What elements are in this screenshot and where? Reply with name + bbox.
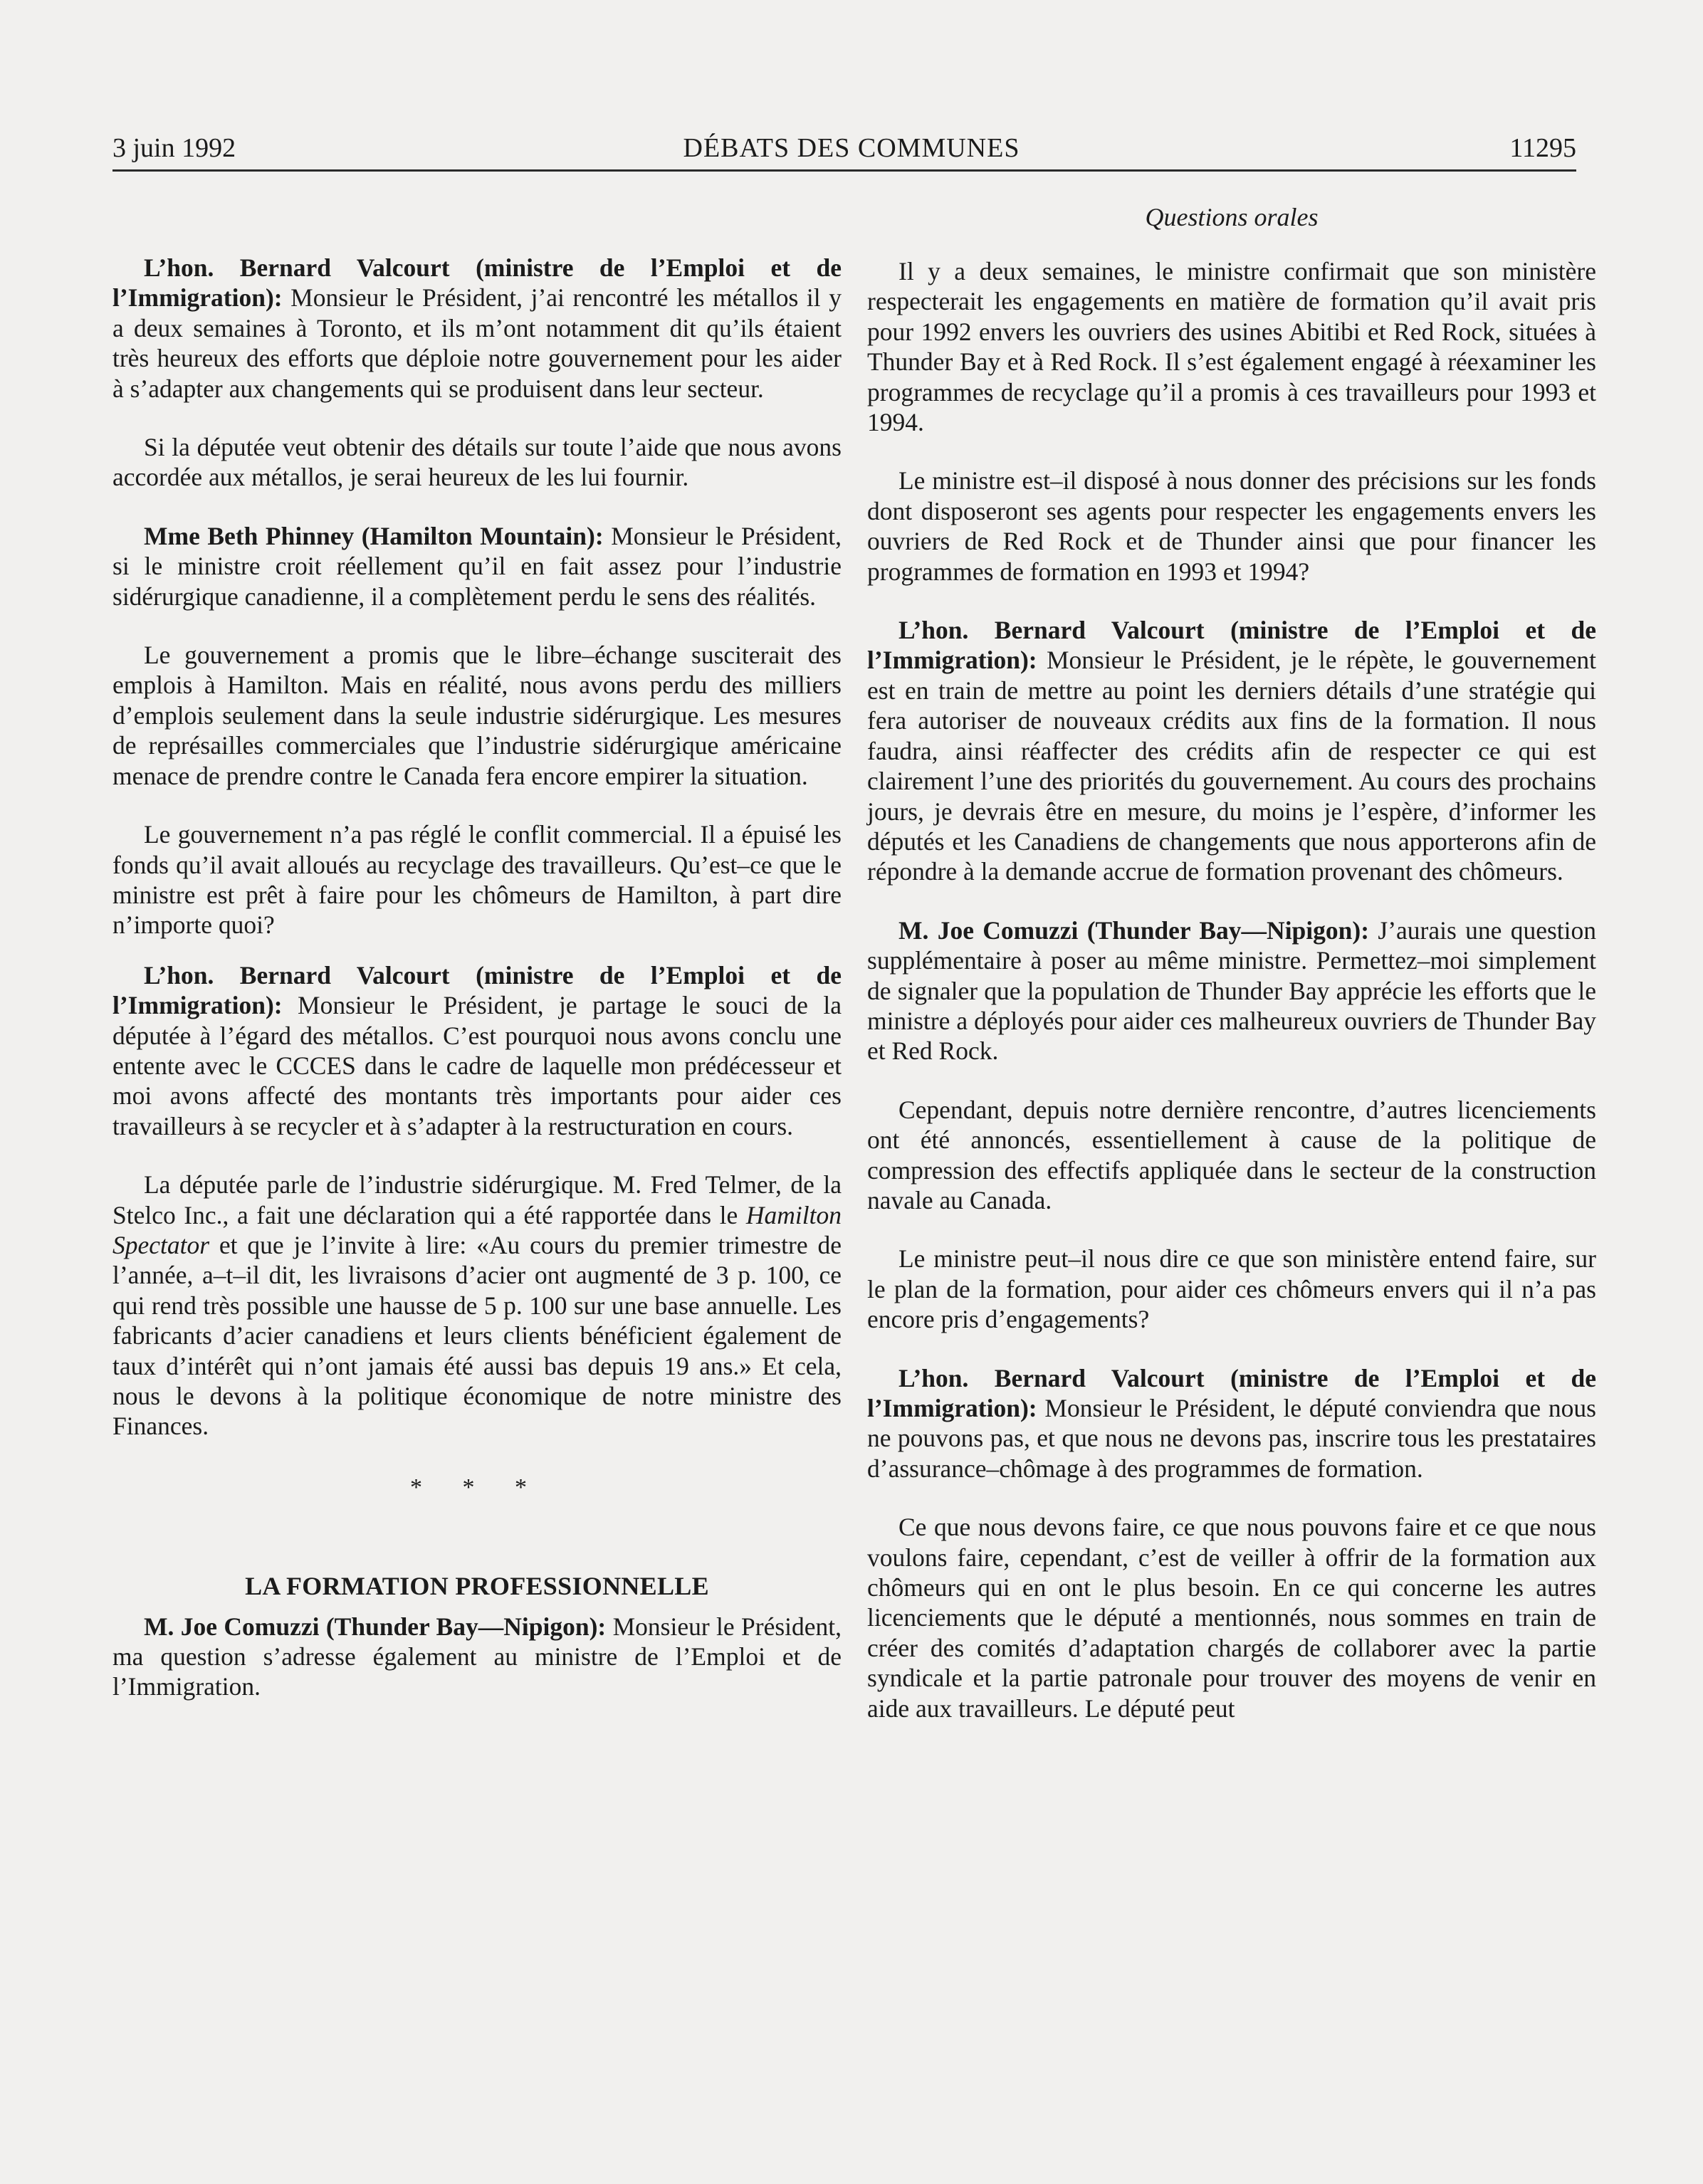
paragraph [112, 960, 842, 1141]
speaker-name: M. Joe Comuzzi (Thunder Bay—Nipigon): [144, 1612, 607, 1641]
speech-text: Monsieur le Président, ma question s’adresse également au ministre de l’Emploi et de l’Immigration. [112, 1612, 842, 1701]
publication-title: DÉBATS DES COMMUNES [683, 133, 1020, 163]
speaker-name: Mme Beth Phinney (Hamilton Mountain): [144, 521, 604, 550]
paragraph: Ce que nous devons faire, ce que nous pouvons faire et ce que nous voulons faire, cependant, c’est de veiller à offrir de la formation aux chômeurs qui en ont le plus besoin. En ce qui concerne les autres licenciements que le député a mentionnés, nous sommes en train de créer des comités d’adaptation chargés de collaborer avec la partie syndicale et la partie patronale pour trouver des moyens de venir en aide aux travailleurs. Le député peut [867, 1513, 1596, 1723]
speech-text: La députée parle de l’industrie sidérurgique. M. Fred Telmer, de la Stelco Inc., a fait une déclaration qui a été rapportée dans le [112, 1170, 842, 1229]
speaker-name: L’hon. Bernard Valcourt (ministre de l’Emploi et de l’Immigration): [112, 960, 842, 1020]
speech-text: Monsieur le Président, le député conviendra que nous ne pouvons pas, et que nous ne devons pas, inscrire tous les prestataires d’assurance–chômage à des programmes de formation. [867, 1394, 1596, 1483]
right-column [867, 256, 1596, 1752]
paragraph [867, 615, 1596, 887]
paragraph: Le ministre peut–il nous dire ce que son ministère entend faire, sur le plan de la formation, pour aider ces chômeurs envers qui il n’a pas encore pris d’engagements? [867, 1244, 1596, 1334]
speech-text: Monsieur le Président, je le répète, le gouvernement est en train de mettre au point les derniers détails d’une stratégie qui fera autoriser de nouveaux crédits aux fins de la formation. Il nous faudra, ainsi réaffecter des crédits afin de respecter ce qui est clairement l’une des priorités du gouvernement. Au cours des prochains jours, je devrais être en mesure, du moins je l’espère, d’informer les députés et les Canadiens de changements que nous apporterons afin de répondre à la demande accrue de formation provenant des chômeurs. [867, 646, 1596, 886]
speech-text: et que je l’invite à lire: «Au cours du premier trimestre de l’année, a–t–il dit, les livraisons d’acier ont augmenté de 3 p. 100, ce qui rend très possible une hausse de 5 p. 100 sur une base annuelle. Les fabricants d’acier canadiens et leurs clients bénéficient également de taux d’intérêt qui n’ont jamais été aussi bas depuis 19 ans.» Et cela, nous le devons à la politique économique de notre ministre des Finances. [112, 1230, 842, 1441]
paragraph: Si la députée veut obtenir des détails sur toute l’aide que nous avons accordée aux métallos, je serai heureux de les lui fournir. [112, 433, 842, 492]
speech-text: Monsieur le Président, si le ministre croit réellement qu’il en fait assez pour l’industrie sidérurgique canadienne, il a complètement perdu le sens des réalités. [112, 521, 842, 611]
speech-text: Monsieur le Président, je partage le souci de la députée à l’égard des métallos. C’est pourquoi nous avons conclu une entente avec le CCCES dans le cadre de laquelle mon prédécesseur et moi avons affecté des montants très importants pour aider ces travailleurs à se recycler et à s’adapter à la restructuration en cours. [112, 991, 842, 1140]
newspaper-title: Hamilton Spectator [112, 1200, 842, 1259]
section-heading: LA FORMATION PROFESSIONNELLE [245, 1572, 709, 1601]
paragraph [112, 1170, 842, 1442]
paragraph [867, 1363, 1596, 1484]
speaker-name: L’hon. Bernard Valcourt (ministre de l’Emploi et de l’Immigration): [867, 1363, 1596, 1422]
paragraph [867, 915, 1596, 1066]
paragraph: Le gouvernement n’a pas réglé le conflit commercial. Il a épuisé les fonds qu’il avait alloués au recyclage des travailleurs. Qu’est–ce que le ministre est prêt à faire pour les chômeurs de Hamilton, à part dire n’importe quoi? [112, 820, 842, 940]
paragraph [112, 521, 842, 611]
speech-text: Monsieur le Président, j’ai rencontré les métallos il y a deux semaines à Toronto, et ils m’ont notamment dit qu’ils étaient très heureux des efforts que déploie notre gouvernement pour les aider à s’adapter aux changements qui se produisent dans leur secteur. [112, 283, 842, 403]
paragraph: Le gouvernement a promis que le libre–échange susciterait des emplois à Hamilton. Mais en réalité, nous avons perdu des milliers d’emplois seulement dans la seule industrie sidérurgique. Les mesures de représailles commerciales que l’industrie sidérurgique américaine menace de prendre contre le Canada fera encore empirer la situation. [112, 641, 842, 790]
paragraph: Il y a deux semaines, le ministre confirmait que son ministère respecterait les engagements en matière de formation qu’il avait pris pour 1992 envers les ouvriers des usines Abitibi et Red Rock, situées à Thunder Bay et à Red Rock. Il s’est également engagé à réexaminer les programmes de recyclage qu’il a promis à ces travailleurs pour 1993 et 1994. [867, 257, 1596, 437]
speaker-name: L’hon. Bernard Valcourt (ministre de l’Emploi et de l’Immigration): [867, 616, 1596, 675]
running-head: Questions orales [1145, 203, 1319, 231]
page-date: 3 juin 1992 [112, 133, 236, 163]
speech-text: J’aurais une question supplémentaire à poser au même ministre. Permettez–moi simplement de signaler que la population de Thunder Bay apprécie les efforts que le ministre a déployés pour aider ces malheureux ouvriers de Thunder Bay et Red Rock. [867, 915, 1596, 1066]
paragraph: Cependant, depuis notre dernière rencontre, d’autres licenciements ont été annoncés, essentiellement à cause de la politique de compression des effectifs appliquée dans le secteur de la construction navale au Canada. [867, 1095, 1596, 1214]
speaker-name: M. Joe Comuzzi (Thunder Bay—Nipigon): [898, 915, 1370, 945]
paragraph [112, 1612, 842, 1702]
paragraph [112, 253, 842, 404]
paragraph: Le ministre est–il disposé à nous donner des précisions sur les fonds dont disposeront ses agents pour respecter les engagements envers les ouvriers de Red Rock et de Thunder ainsi que pour financer les programmes de formation en 1993 et 1994? [867, 466, 1596, 586]
left-column [112, 253, 842, 1731]
header-rule [112, 169, 1576, 172]
speaker-name: L’hon. Bernard Valcourt (ministre de l’Emploi et de l’Immigration): [112, 253, 842, 313]
section-separator: * * * [410, 1474, 544, 1501]
page-number: 11295 [1509, 133, 1576, 163]
